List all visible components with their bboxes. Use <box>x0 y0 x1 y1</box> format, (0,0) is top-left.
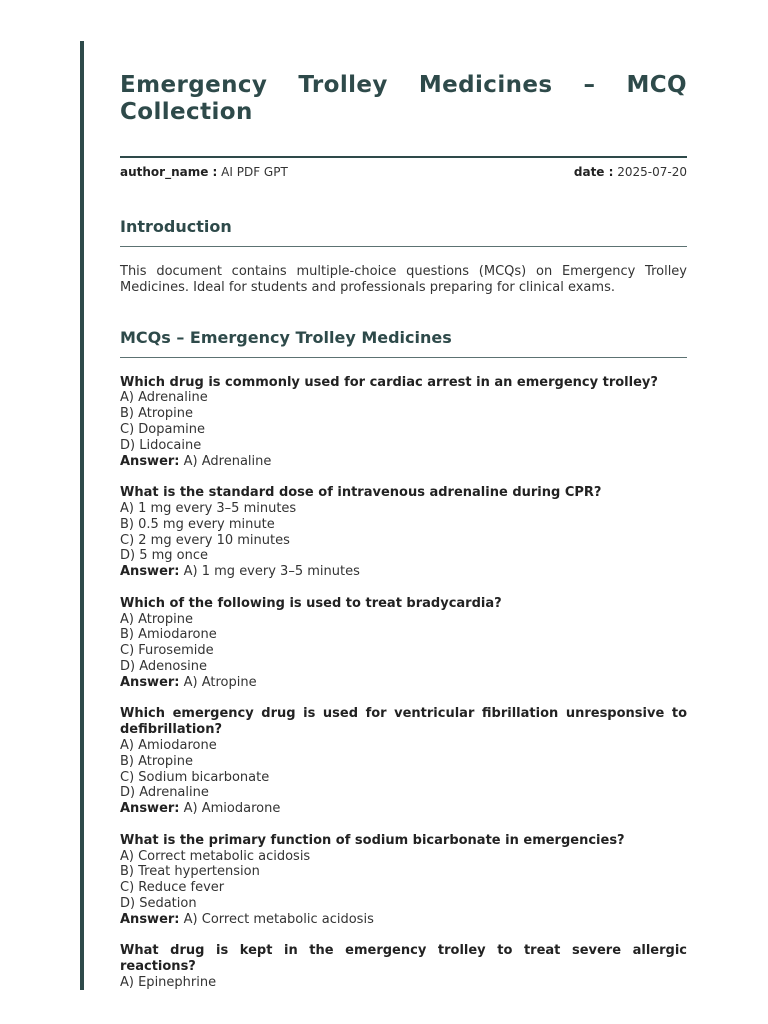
answer-label: Answer: <box>120 564 180 580</box>
mcq-option: C) Sodium bicarbonate <box>120 769 270 785</box>
mcq-answer <box>120 564 687 580</box>
answer-value: A) Atropine <box>183 674 257 690</box>
author-label: author_name : <box>120 165 218 179</box>
mcq-question: Which drug is commonly used for cardiac arrest in an emergency trolley? <box>120 374 658 390</box>
date-label: date : <box>573 165 614 179</box>
date-info <box>574 165 687 180</box>
mcq-answer <box>120 675 687 691</box>
mcq-question: What drug is kept in the emergency trolley to treat severe allergic reactions? <box>120 943 687 975</box>
introduction-text: This document contains multiple-choice questions (MCQs) on Emergency Trolley Medicines. Ideal for students and professionals preparing for clinical exams. <box>120 264 687 295</box>
mcq-answer <box>120 454 687 470</box>
mcq-option: A) Adrenaline <box>120 390 208 406</box>
answer-value: A) 1 mg every 3–5 minutes <box>183 564 360 580</box>
answer-label: Answer: <box>120 911 180 927</box>
mcq-item <box>120 706 687 817</box>
mcq-item <box>120 485 687 580</box>
document-page <box>120 72 687 991</box>
mcq-answer <box>120 912 687 928</box>
mcq-option: B) Amiodarone <box>120 627 217 643</box>
introduction-heading: Introduction <box>120 217 232 236</box>
mcq-option: D) Sedation <box>120 895 197 911</box>
mcq-section-heading: MCQs – Emergency Trolley Medicines <box>120 327 452 347</box>
mcq-question: What is the standard dose of intravenous adrenaline during CPR? <box>120 485 602 501</box>
meta-row <box>120 165 687 180</box>
mcq-option: A) Correct metabolic acidosis <box>120 848 311 864</box>
answer-value: A) Correct metabolic acidosis <box>183 911 374 927</box>
answer-value: A) Amiodarone <box>183 801 281 817</box>
mcq-option: D) Lidocaine <box>120 437 202 453</box>
mcq-list <box>120 375 687 991</box>
mcq-option: A) Amiodarone <box>120 737 217 753</box>
mcq-question: What is the primary function of sodium bicarbonate in emergencies? <box>120 832 625 848</box>
answer-label: Answer: <box>120 801 180 817</box>
mcq-item <box>120 596 687 691</box>
answer-label: Answer: <box>120 453 180 469</box>
mcq-option: B) Atropine <box>120 406 193 422</box>
answer-value: A) Adrenaline <box>183 453 272 469</box>
mcq-option: C) Furosemide <box>120 643 214 659</box>
author-value: AI PDF GPT <box>221 165 288 179</box>
mcq-question: Which emergency drug is used for ventricular fibrillation unresponsive to defibrillation? <box>120 706 687 738</box>
answer-label: Answer: <box>120 674 180 690</box>
mcq-option: D) Adrenaline <box>120 785 209 801</box>
mcq-option: A) 1 mg every 3–5 minutes <box>120 500 297 516</box>
mcq-option: B) Atropine <box>120 753 193 769</box>
mcq-answer <box>120 801 687 817</box>
mcq-option: C) 2 mg every 10 minutes <box>120 532 290 548</box>
date-value: 2025-07-20 <box>617 165 687 179</box>
mcq-option: A) Epinephrine <box>120 974 217 990</box>
author-info <box>120 165 288 180</box>
document-title: Emergency Trolley Medicines – MCQ Collection <box>120 72 687 125</box>
mcq-item <box>120 375 687 470</box>
mcq-option: C) Reduce fever <box>120 880 225 896</box>
mcq-option: B) 0.5 mg every minute <box>120 516 275 532</box>
mcq-option: B) Treat hypertension <box>120 864 260 880</box>
mcq-option: D) Adenosine <box>120 658 207 674</box>
mcq-item <box>120 943 687 990</box>
mcq-item <box>120 833 687 928</box>
mcq-option: C) Dopamine <box>120 421 205 437</box>
mcq-question: Which of the following is used to treat bradycardia? <box>120 595 502 611</box>
left-accent-bar <box>80 41 84 990</box>
mcq-option: D) 5 mg once <box>120 548 209 564</box>
mcq-option: A) Atropine <box>120 611 193 627</box>
